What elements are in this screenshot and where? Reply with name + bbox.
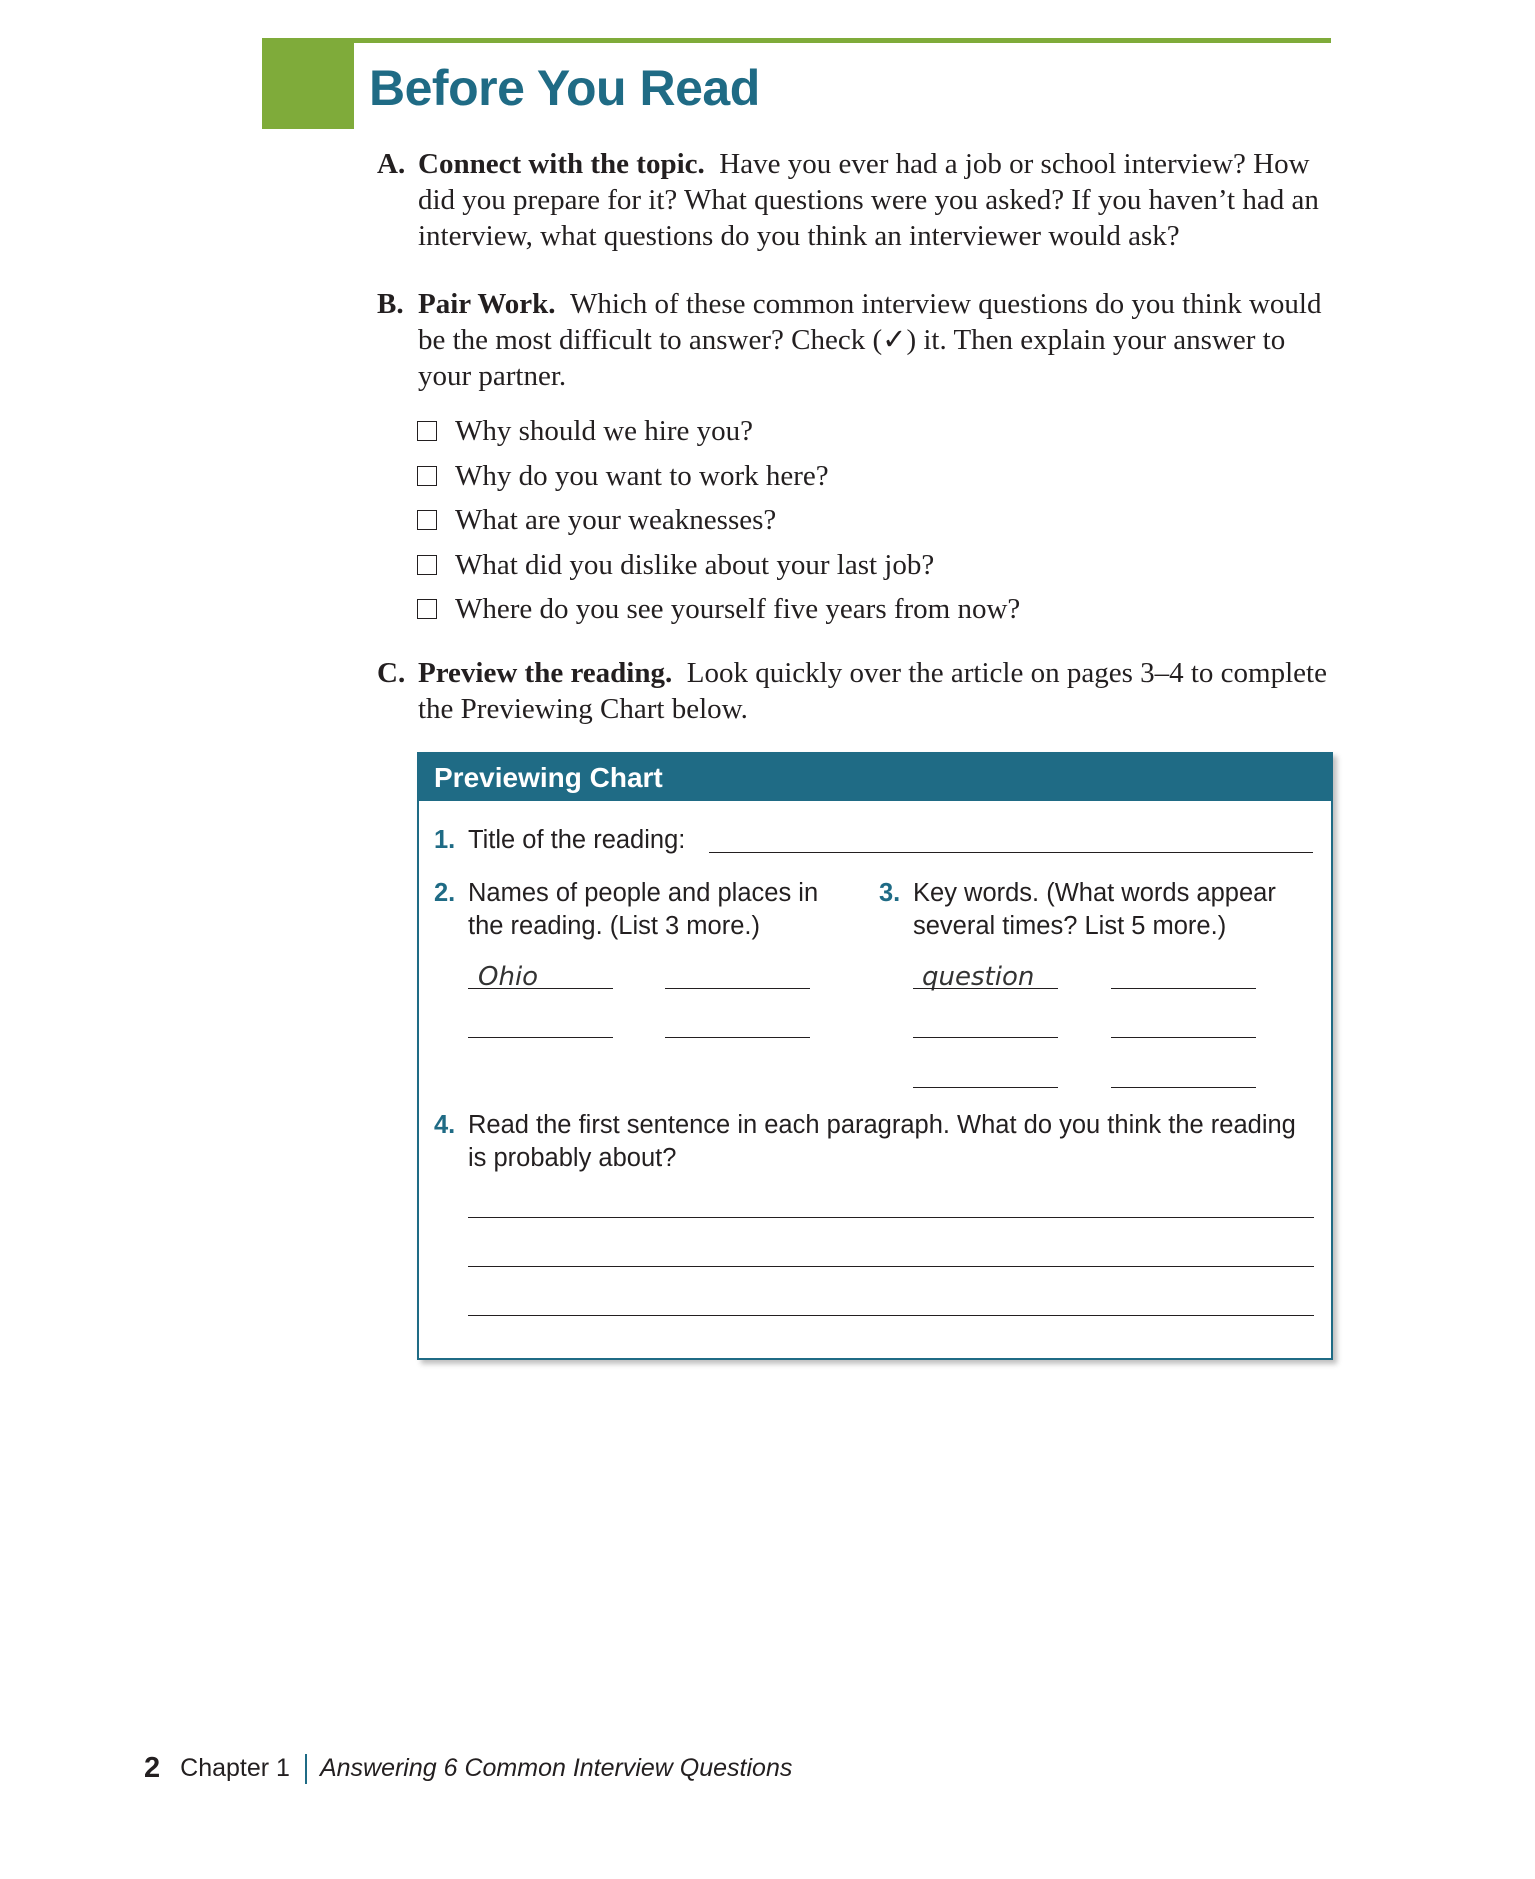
item-c-text: Look quickly over the article on pages 3–4 to complete the Previewing Chart below. (418, 657, 1327, 725)
keywords-answer-line[interactable] (913, 1037, 1058, 1038)
item-a-text: Have you ever had a job or school interview? How did you prepare for it? What questions were you asked? If you haven’t had an interview, what questions do you think an interviewer would ask? (418, 148, 1319, 252)
item-b (377, 286, 1337, 394)
keywords-answer-line[interactable] (1111, 1037, 1256, 1038)
chart-q4 (434, 1109, 1304, 1175)
summary-answer-line[interactable] (468, 1315, 1314, 1316)
q4-number: 4. (434, 1111, 456, 1139)
keywords-answer-line[interactable] (1111, 988, 1256, 989)
footer-divider (305, 1754, 307, 1784)
section-accent-block (262, 38, 354, 129)
checkbox[interactable] (417, 421, 437, 441)
question-text: What did you dislike about your last job? (455, 548, 935, 581)
item-c (377, 655, 1337, 727)
q1-text: Title of the reading: (468, 826, 686, 854)
q3-text: Key words. (What words appear several times? List 5 more.) (913, 879, 1276, 940)
checklist-item[interactable] (417, 543, 1020, 588)
q2-text: Names of people and places in the reading. (List 3 more.) (468, 879, 819, 940)
summary-answer-line[interactable] (468, 1217, 1314, 1218)
keywords-answer-line[interactable] (913, 1087, 1058, 1088)
previewing-chart (417, 752, 1333, 1360)
question-text: Where do you see yourself five years from now? (455, 593, 1021, 626)
q1-number: 1. (434, 826, 456, 854)
item-b-heading: Pair Work. (418, 288, 556, 320)
item-c-letter: C. (377, 657, 406, 689)
question-checklist (417, 409, 1020, 632)
chapter-label: Chapter 1 (180, 1754, 290, 1782)
item-a (377, 146, 1337, 254)
names-answer-line[interactable] (468, 988, 613, 989)
keywords-answer-line[interactable] (913, 988, 1058, 989)
names-answer-line[interactable] (665, 1037, 810, 1038)
checklist-item[interactable] (417, 498, 1020, 543)
q4-text: Read the first sentence in each paragraph. What do you think the reading is probably about? (468, 1111, 1296, 1172)
page-footer (144, 1752, 792, 1785)
handwritten-example-ohio: Ohio (478, 962, 539, 992)
title-answer-line[interactable] (709, 852, 1313, 853)
question-text: Why should we hire you? (455, 415, 753, 448)
item-b-letter: B. (377, 288, 404, 320)
item-c-heading: Preview the reading. (418, 657, 673, 689)
checkbox[interactable] (417, 466, 437, 486)
item-b-text: Which of these common interview questions do you think would be the most difficult to answer? Check (✓) it. Then explain your answer to your partner. (418, 288, 1322, 392)
page-number: 2 (144, 1752, 161, 1784)
summary-answer-line[interactable] (468, 1266, 1314, 1267)
checkbox[interactable] (417, 555, 437, 575)
chapter-title: Answering 6 Common Interview Questions (319, 1754, 793, 1782)
checklist-item[interactable] (417, 454, 1020, 499)
chart-q2 (434, 877, 854, 943)
checkbox[interactable] (417, 510, 437, 530)
chart-q3 (879, 877, 1319, 943)
item-a-letter: A. (377, 148, 406, 180)
checklist-item[interactable] (417, 409, 1020, 454)
item-a-heading: Connect with the topic. (418, 148, 705, 180)
checklist-item[interactable] (417, 587, 1020, 632)
names-answer-line[interactable] (468, 1037, 613, 1038)
q3-number: 3. (879, 879, 901, 907)
section-title: Before You Read (369, 60, 760, 116)
keywords-answer-line[interactable] (1111, 1087, 1256, 1088)
names-answer-line[interactable] (665, 988, 810, 989)
chart-title: Previewing Chart (419, 754, 1331, 801)
question-text: What are your weaknesses? (455, 504, 777, 537)
handwritten-example-question: question (922, 962, 1035, 992)
q2-number: 2. (434, 879, 456, 907)
question-text: Why do you want to work here? (455, 459, 829, 492)
checkbox[interactable] (417, 599, 437, 619)
top-rule (262, 38, 1331, 43)
